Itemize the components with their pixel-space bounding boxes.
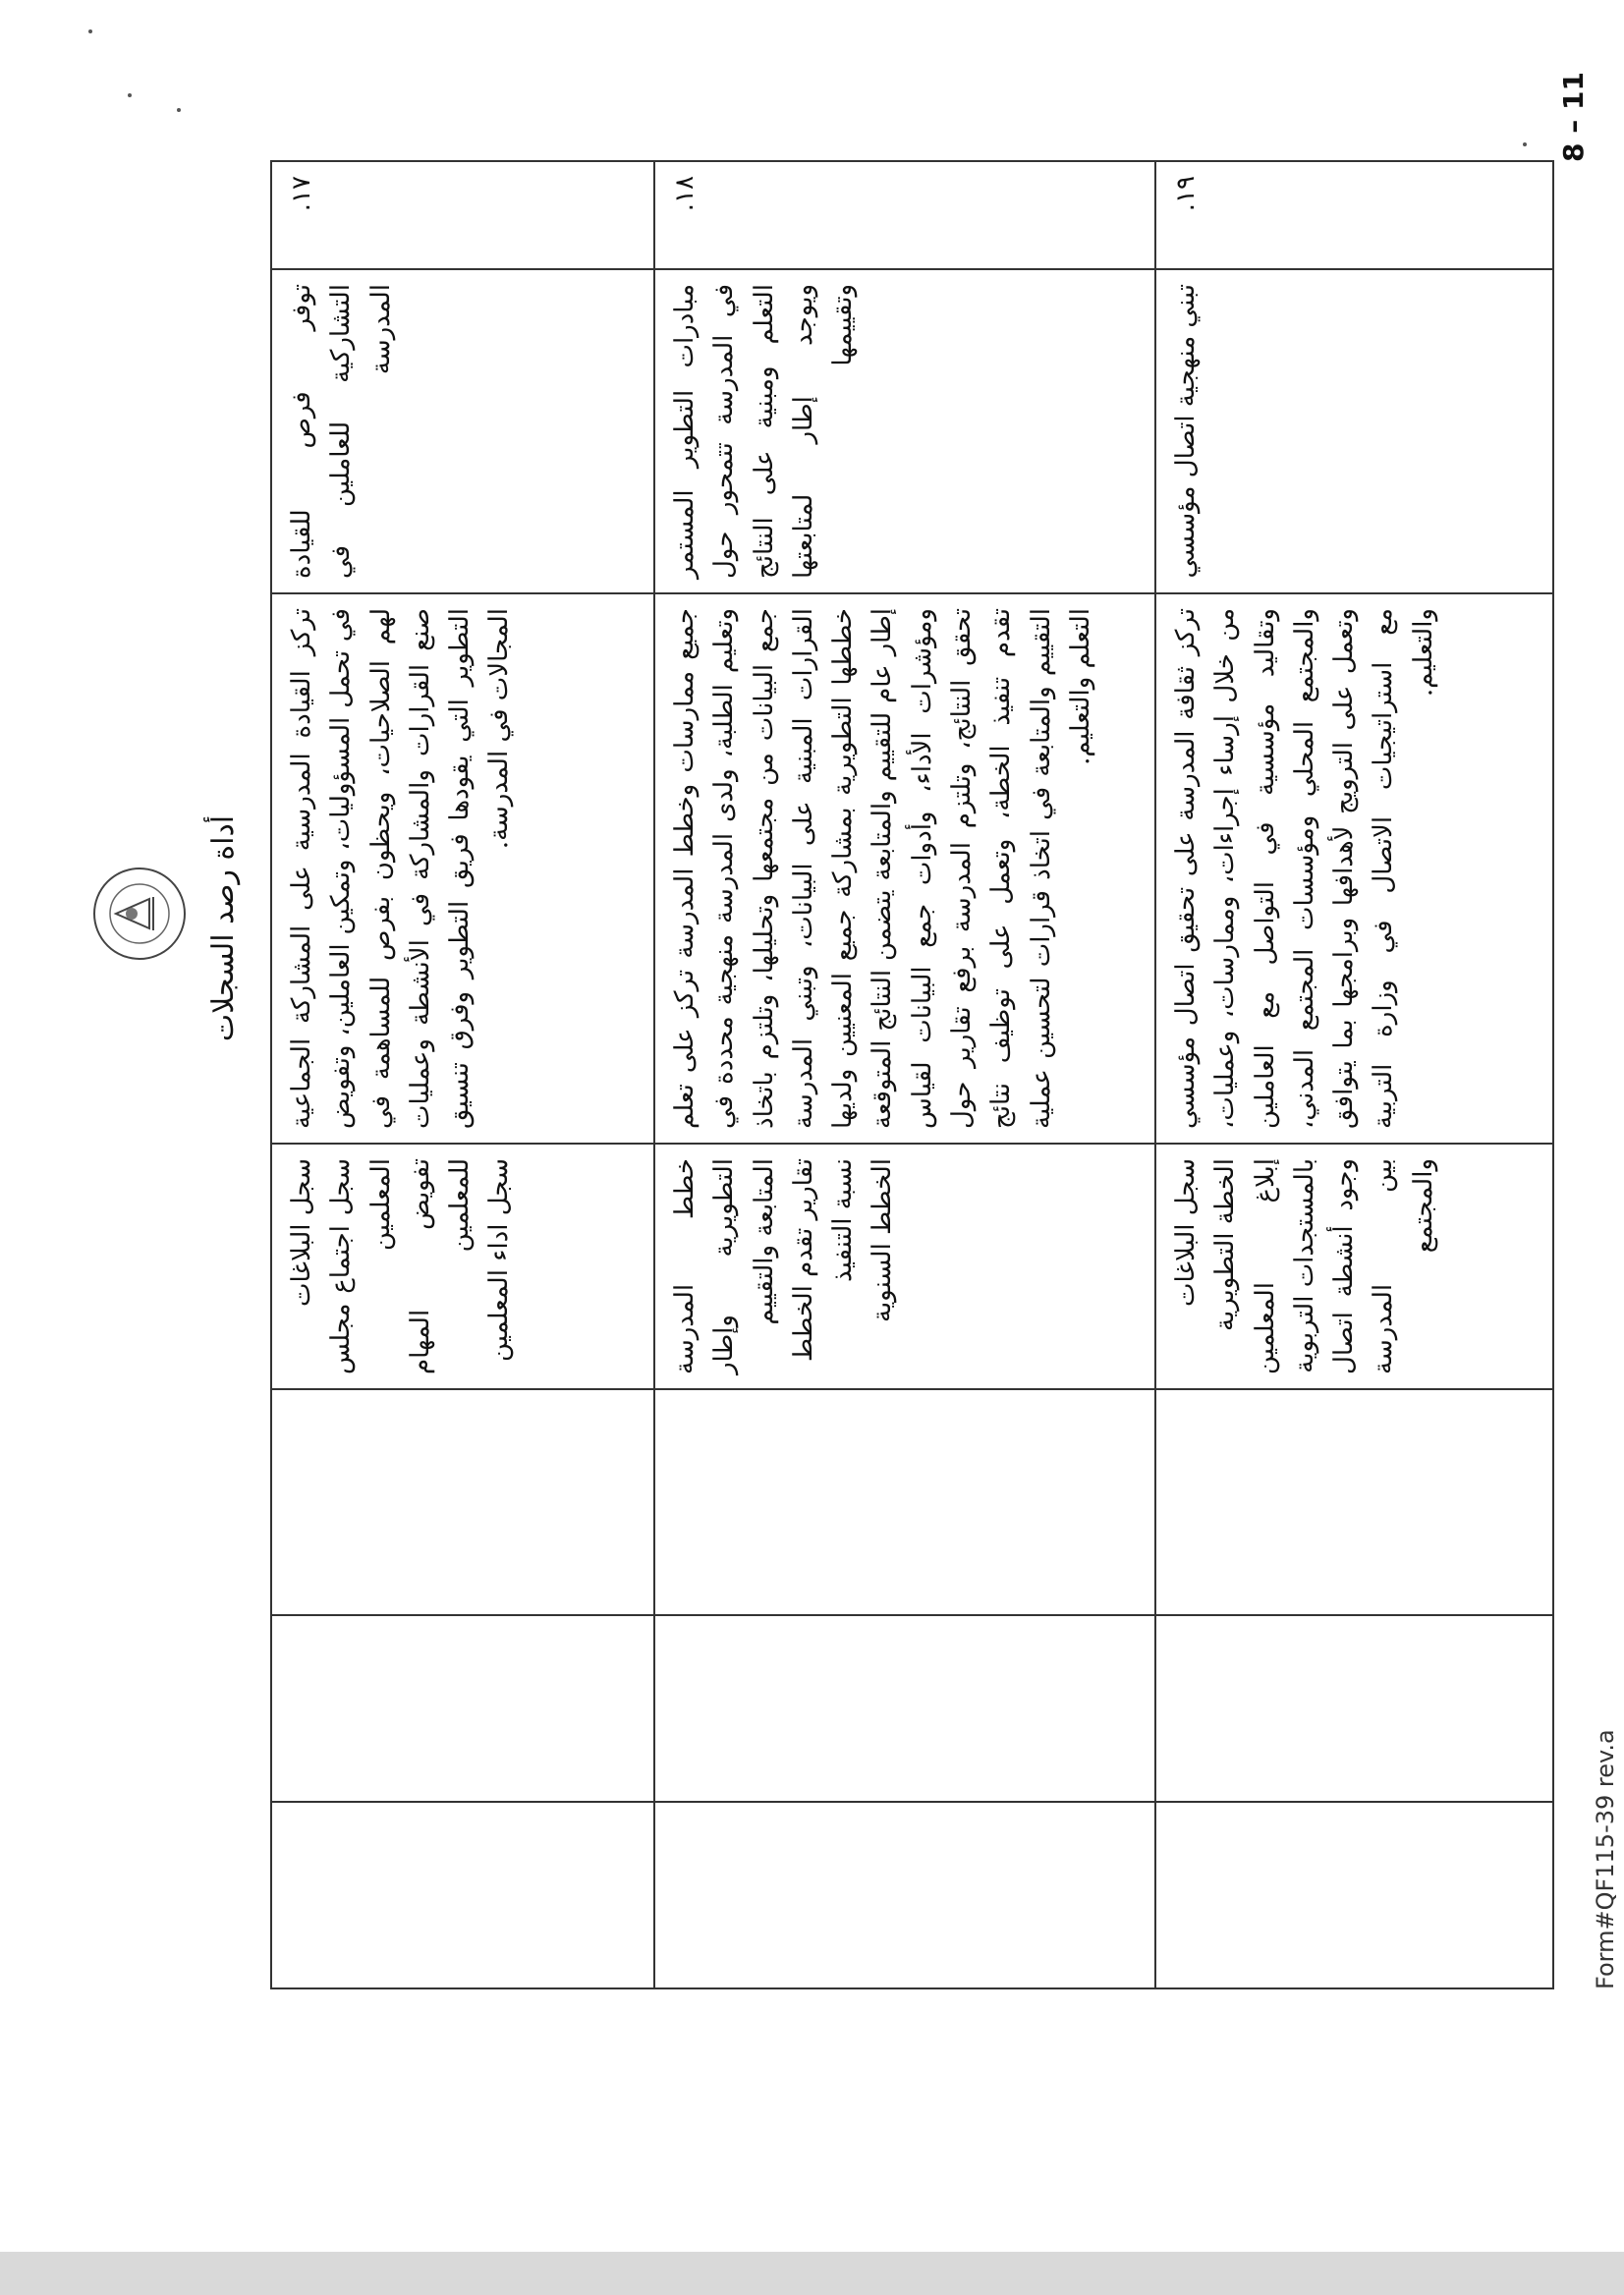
description-cell: تركز القيادة المدرسية على المشاركة الجماعية في تحمل المسؤوليات، وتمكين العاملين، وتفويض لهم الصلاحيات، ويحظون بفرص للمساهمة في صنع القرارات والمشاركة في الأنشطة وعمليات التطوير التي يقودها فريق التطوير وفرق تنسيق المجالات في المدرسة.	[271, 593, 654, 1144]
description-cell: تركز ثقافة المدرسة على تحقيق اتصال مؤسسي من خلال إرساء إجراءات، وممارسات، وعمليات، وتقاليد مؤسسية في التواصل مع العاملين والمجتمع المحلي ومؤسسات المجتمع المدني، وتعمل على الترويج لأهدافها وبرامجها بما يتوافق مع استراتيجيات الاتصال في وزارة التربية والتعليم.	[1155, 593, 1553, 1144]
empty-cell	[654, 1389, 1155, 1615]
records-cell: خطط المدرسة التطويرية وإطار المتابعة والتقييم تقارير تقدم الخطط نسبة التنفيذ الخطط السنوية	[654, 1144, 1155, 1389]
records-cell: سجل البلاغات سجل اجتماع مجلس المعلمين تفويض المهام للمعلمين سجل اداء المعلمين	[271, 1144, 654, 1389]
scan-bottom-band	[0, 2252, 1624, 2295]
scan-speck	[177, 108, 181, 112]
empty-cell	[1155, 1389, 1553, 1615]
row-number: ١٩.	[1155, 161, 1553, 269]
row-number: ١٧.	[271, 161, 654, 269]
scan-speck	[88, 29, 92, 33]
page-header	[88, 162, 260, 1989]
standard-cell: توفر فرص للقيادة التشاركية للعاملين في المدرسة	[271, 269, 654, 593]
empty-cell	[654, 1615, 1155, 1802]
row-number: ١٨.	[654, 161, 1155, 269]
ministry-emblem	[88, 840, 196, 987]
description-cell: جميع ممارسات وخطط المدرسة تركز على تعلم وتعليم الطلبة، ولدى المدرسة منهجية محددة في جمع البيانات من مجتمعها وتحليلها، وتلتزم باتخاذ القرارات المبنية على البيانات، وتبني المدرسة خططها التطويرية بمشاركة جميع المعنيين ولديها إطار عام للتقييم والمتابعة يتضمن النتائج المتوقعة ومؤشرات الأداء، وأدوات جمع البيانات لقياس تحقق النتائج، وتلتزم المدرسة برفع تقارير حول تقدم تنفيذ الخطة، وتعمل على توظيف نتائج التقييم والمتابعة في اتخاذ قرارات لتحسين عملية التعلم والتعليم.	[654, 593, 1155, 1144]
empty-cell	[1155, 1615, 1553, 1802]
table-row	[271, 161, 654, 1988]
scan-speck	[128, 93, 132, 97]
table-row	[654, 161, 1155, 1988]
empty-cell	[271, 1615, 654, 1802]
form-code: Form#QF115-39 rev.a	[1592, 1729, 1619, 1989]
empty-cell	[1155, 1802, 1553, 1988]
records-cell: سجل البلاغات الخطة التطويرية إبلاغ المعلمين بالمستجدات التربوية وجود أنشطة اتصال بين المدرسة والمجتمع	[1155, 1144, 1553, 1389]
empty-cell	[271, 1389, 654, 1615]
standard-cell: مبادرات التطوير المستمر في المدرسة تتمحور حول التعلم ومبنية على النتائج ويوجد إطار لمتابعتها وتقييمها	[654, 269, 1155, 593]
rotated-page-content	[206, 72, 1619, 1989]
page-number: 8 – 11	[1557, 72, 1590, 162]
page-title: أداة رصد السجلات	[206, 814, 241, 1042]
standard-cell: تبني منهجية اتصال مؤسسي	[1155, 269, 1553, 593]
table-row	[1155, 161, 1553, 1988]
empty-cell	[271, 1802, 654, 1988]
empty-cell	[654, 1802, 1155, 1988]
scan-speck	[1523, 142, 1527, 146]
records-table	[270, 160, 1554, 1989]
